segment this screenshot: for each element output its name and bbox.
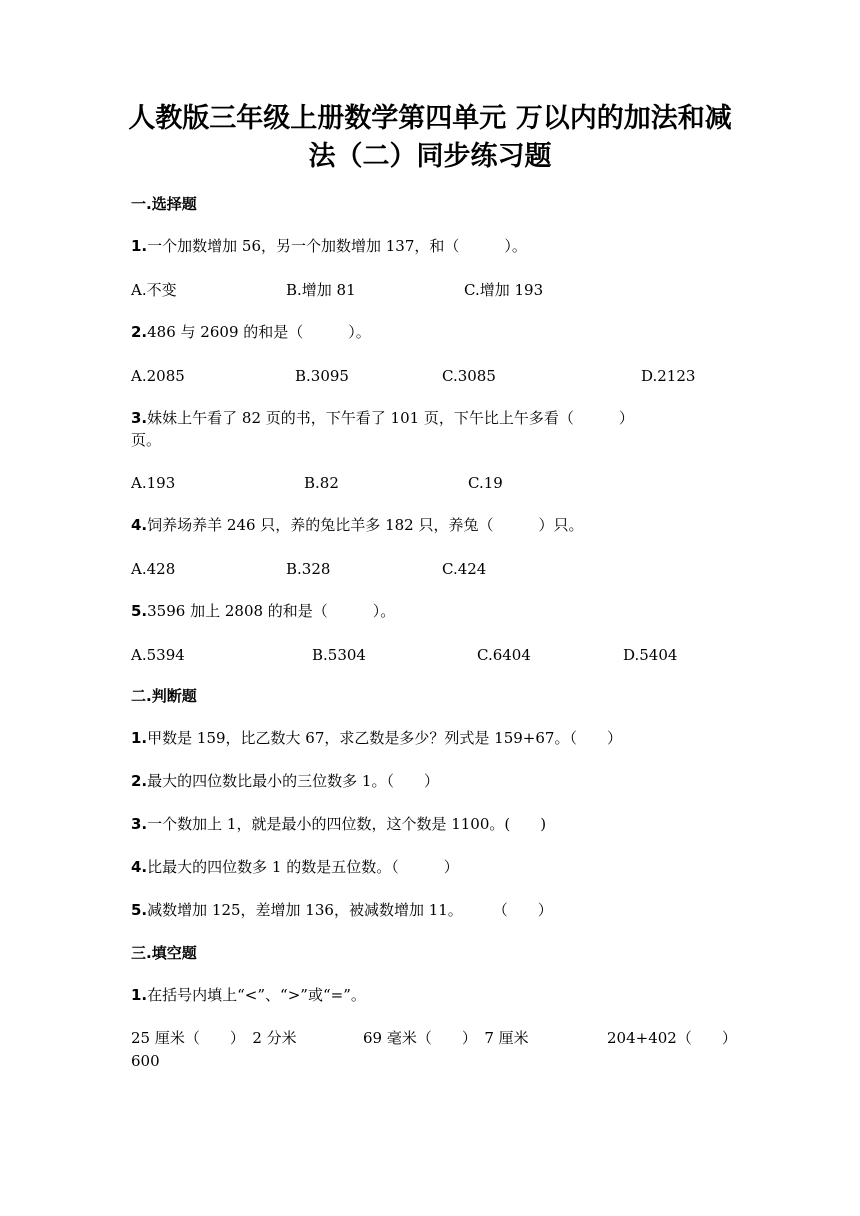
question-number: 3.: [131, 815, 148, 833]
choice-option: A.5394: [131, 646, 185, 664]
choice-option: C.424: [442, 560, 487, 578]
judgement-question-5: [131, 899, 553, 921]
title-line-2: 法（二）同步练习题: [308, 141, 552, 172]
question-number: 1.: [131, 237, 148, 255]
choice-option: B.增加 81: [286, 281, 356, 299]
question-number: 2.: [131, 772, 148, 790]
question-number: 5.: [131, 901, 148, 919]
fill-question-1: [131, 984, 366, 1006]
choice-option: C.增加 193: [464, 281, 544, 299]
question-text: 甲数是 159，比乙数大 67，求乙数是多少？列式是 159+67。（ ）: [147, 729, 622, 747]
question-number: 2.: [131, 323, 148, 341]
question-number: 1.: [131, 986, 148, 1004]
question-text: 妹妹上午看了 82 页的书，下午看了 101 页，下午比上午多看（ ）: [147, 409, 634, 427]
fill-item: 69 毫米（ ） 7 厘米: [363, 1029, 529, 1047]
worksheet-title: [120, 100, 740, 176]
question-number: 4.: [131, 858, 148, 876]
judgement-question-1: [131, 727, 622, 749]
choice-option: D.2123: [641, 367, 696, 385]
choice-option: D.5404: [623, 646, 678, 664]
question-text: 比最大的四位数多 1 的数是五位数。（ ）: [147, 858, 459, 876]
choice-option: B.82: [304, 474, 339, 492]
judgement-question-3: [131, 813, 546, 835]
choice-question-3: [131, 407, 634, 429]
title-line-1: 人教版三年级上册数学第四单元 万以内的加法和减: [128, 103, 732, 134]
question-text: 最大的四位数比最小的三位数多 1。（ ）: [147, 772, 439, 790]
question-text: 在括号内填上“<”、“>”或“=”。: [147, 986, 366, 1004]
question-text-continued: 页。: [131, 431, 162, 449]
question-text: 一个加数增加 56，另一个加数增加 137，和（ ）。: [147, 237, 527, 255]
question-text: 3596 加上 2808 的和是（ ）。: [147, 602, 396, 620]
choice-option: A.428: [131, 560, 176, 578]
choice-question-2: [131, 321, 371, 343]
choice-question-5: [131, 600, 395, 622]
judgement-question-4: [131, 856, 459, 878]
question-number: 1.: [131, 729, 148, 747]
question-text: 486 与 2609 的和是（ ）。: [147, 323, 371, 341]
choice-option: C.3085: [442, 367, 496, 385]
question-text: 一个数加上 1，就是最小的四位数，这个数是 1100。( ): [147, 815, 547, 833]
choice-option: B.3095: [295, 367, 349, 385]
fill-item: 600: [131, 1052, 160, 1070]
question-text: 饲养场养羊 246 只，养的兔比羊多 182 只，养兔（ ）只。: [147, 516, 584, 534]
question-number: 4.: [131, 516, 148, 534]
section-heading-choice: 一.选择题: [131, 195, 197, 213]
section-heading-fill: 三.填空题: [131, 944, 197, 962]
fill-item: 204+402（ ）: [607, 1029, 737, 1047]
question-text: 减数增加 125，差增加 136，被减数增加 11。 （ ）: [147, 901, 553, 919]
section-heading-judgement: 二.判断题: [131, 687, 197, 705]
question-number: 5.: [131, 602, 148, 620]
choice-option: A.不变: [131, 281, 177, 299]
choice-question-1: [131, 235, 527, 257]
judgement-question-2: [131, 770, 439, 792]
choice-option: A.2085: [131, 367, 185, 385]
question-number: 3.: [131, 409, 148, 427]
choice-option: C.19: [468, 474, 503, 492]
choice-option: B.5304: [312, 646, 366, 664]
choice-option: A.193: [131, 474, 176, 492]
choice-option: B.328: [286, 560, 331, 578]
choice-option: C.6404: [477, 646, 531, 664]
choice-question-4: [131, 514, 583, 536]
fill-item: 25 厘米（ ） 2 分米: [131, 1029, 297, 1047]
